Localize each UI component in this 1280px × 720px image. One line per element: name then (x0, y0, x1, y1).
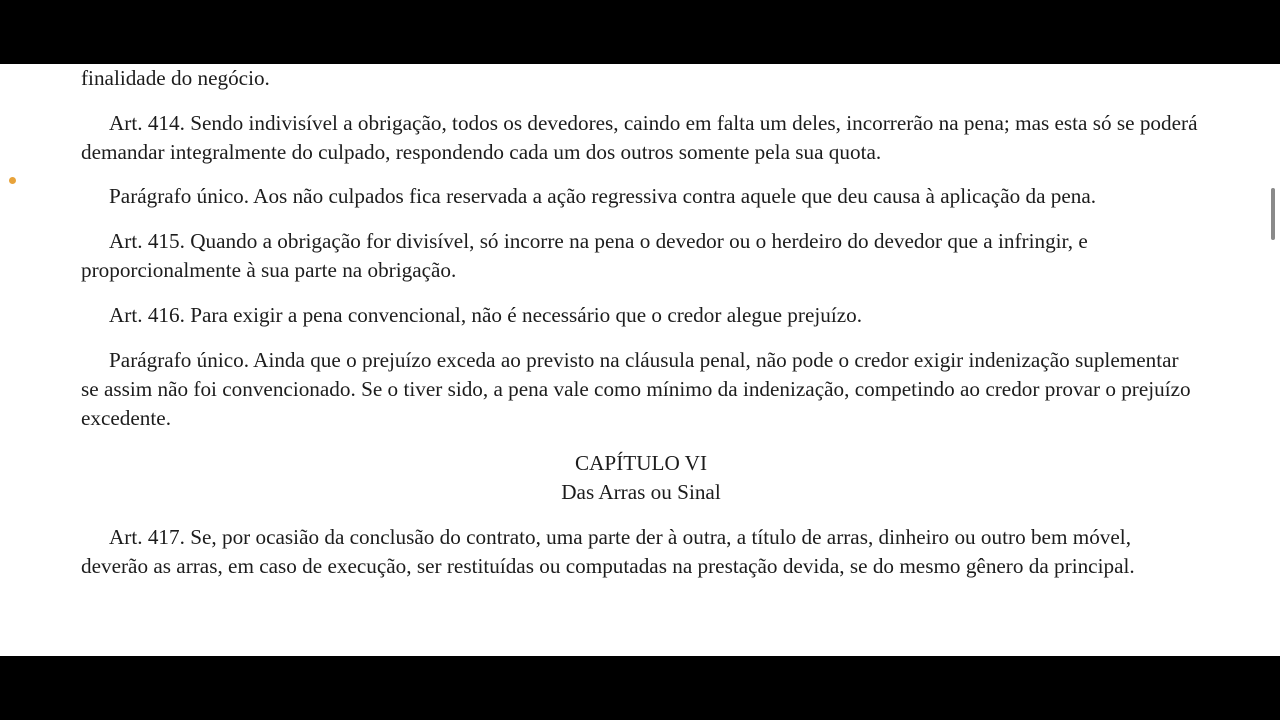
document-page[interactable] (0, 64, 1280, 656)
article-416: Art. 416. Para exigir a pena convencional, não é necessário que o credor alegue prejuízo. (109, 302, 863, 327)
chapter-title: Das Arras ou Sinal (561, 480, 721, 505)
article-415: Art. 415. Quando a obrigação for divisível, só incorre na pena o devedor ou o herdeiro do devedor que a infringir, e proporcionalmente à sua parte na obrigação. (81, 229, 1088, 283)
vertical-scrollbar-thumb[interactable] (1271, 188, 1275, 240)
article-414: Art. 414. Sendo indivisível a obrigação, todos os devedores, caindo em falta um deles, incorrerão na pena; mas esta só se poderá demandar integralmente do culpado, respondendo cada um dos outros somente pela sua quota. (81, 110, 1198, 164)
paragraph-lead-line: finalidade do negócio. (81, 66, 270, 90)
chapter-number: CAPÍTULO VI (574, 450, 708, 475)
article-417: Art. 417. Se, por ocasião da conclusão do contrato, uma parte der à outra, a título de arras, dinheiro ou outro bem móvel, deverão as arras, em caso de execução, ser restituídas ou computadas na prestação devida, se do mesmo gênero da principal. (81, 524, 1135, 578)
chapter-heading (81, 449, 1201, 508)
document-body (81, 64, 1201, 597)
highlight-marker-dot (9, 177, 16, 184)
article-416-sole-paragraph: Parágrafo único. Ainda que o prejuízo exceda ao previsto na cláusula penal, não pode o credor exigir indenização suplementar se assim não foi convencionado. Se o tiver sido, a pena vale como mínimo da indenização, competindo ao credor provar o prejuízo excedente. (81, 347, 1191, 431)
article-414-sole-paragraph: Parágrafo único. Aos não culpados fica reservada a ação regressiva contra aquele que deu causa à aplicação da pena. (109, 184, 1097, 209)
